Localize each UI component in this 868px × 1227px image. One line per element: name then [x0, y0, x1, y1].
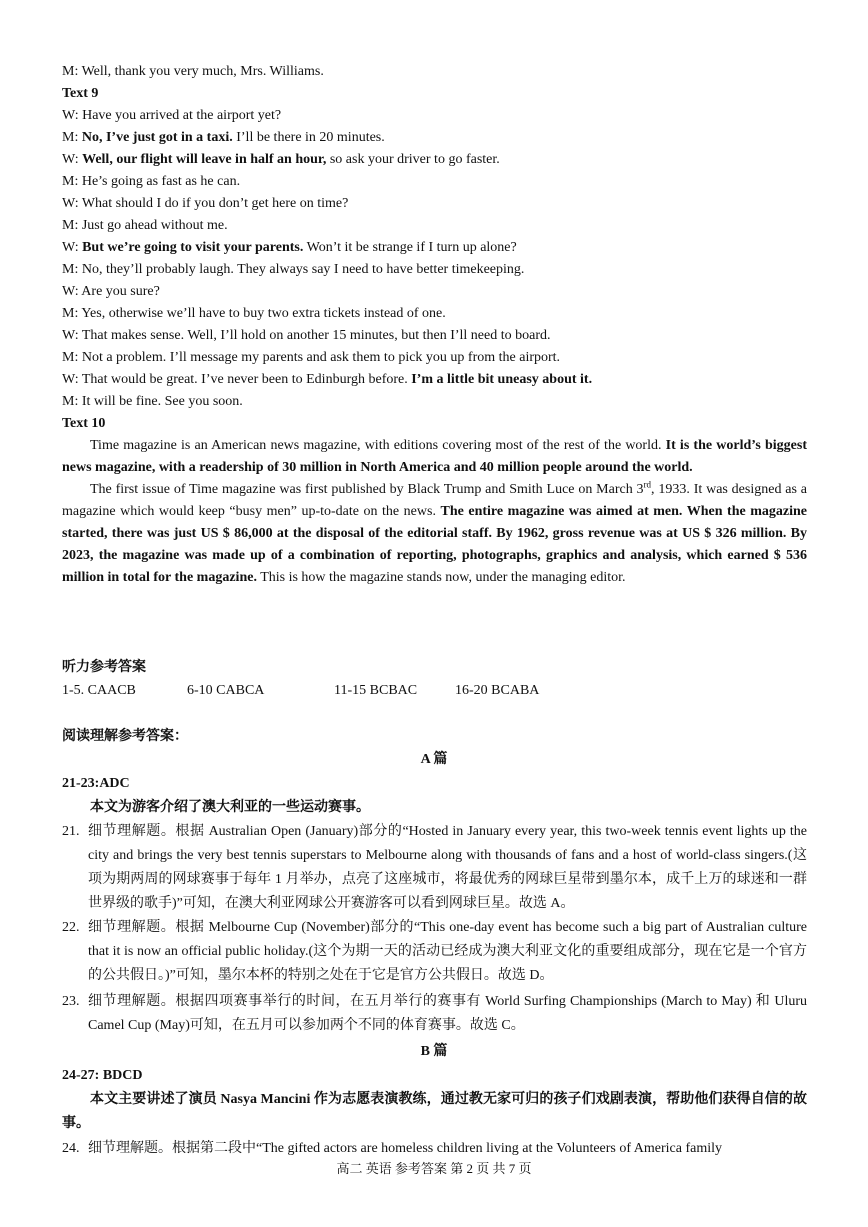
section-b-summary: 本文主要讲述了演员 Nasya Mancini 作为志愿表演教练，通过教无家可归的孩子们戏剧表演，帮助他们获得自信的故事。 [62, 1092, 807, 1131]
question-number: 24. [62, 1141, 80, 1156]
dialogue-line: M: He’s going as fast as he can. [62, 174, 241, 189]
question-number: 22. [62, 920, 80, 935]
explanation-text: 细节理解题。根据四项赛事举行的时间，在五月举行的赛事有 World Surfing Championships (March to May) 和 Uluru Camel Cup (May)可知，在五月可以参加两个不同的体育赛事。故选 C。 [88, 994, 807, 1033]
section-b-title: B 篇 [420, 1044, 448, 1059]
dialogue-line: M: Just go ahead without me. [62, 218, 228, 233]
listening-answer: 16-20 BCABA [455, 683, 540, 698]
reading-answers-heading: 阅读理解参考答案： [62, 729, 188, 744]
listening-answers-heading: 听力参考答案 [62, 660, 146, 675]
explanation-text: 细节理解题。根据第二段中“The gifted actors are homeless children living at the Volunteers of America family [88, 1141, 722, 1156]
answer-explanation [62, 990, 807, 1038]
question-number: 21. [62, 824, 80, 839]
text10-paragraph-1: Time magazine is an American news magazine, with editions covering most of the rest of the world. It is the world’s biggest news magazine, with a readership of 30 million in North America and 40 million people around the world. [62, 438, 808, 475]
page-footer: 高二 英语 参考答案 第 2 页 共 7 页 [336, 1161, 532, 1176]
listening-answer: 6-10 CABCA [187, 683, 265, 698]
dialogue-line: W: That would be great. I’ve never been to Edinburgh before. I’m a little bit uneasy about it. [62, 372, 593, 387]
dialogue-line: W: Well, our flight will leave in half an hour, so ask your driver to go faster. [62, 152, 500, 167]
dialogue-line: M: No, I’ve just got in a taxi. I’ll be there in 20 minutes. [62, 130, 385, 145]
section-a-title: A 篇 [420, 752, 448, 767]
question-number: 23. [62, 994, 80, 1009]
answer-explanation [62, 820, 807, 916]
answer-explanation [62, 1137, 807, 1161]
dialogue-line: W: What should I do if you don’t get here on time? [62, 196, 349, 211]
answer-explanation [62, 916, 807, 988]
dialogue-line: W: But we’re going to visit your parents. Won’t it be strange if I turn up alone? [62, 240, 517, 255]
text9-heading: Text 9 [62, 86, 99, 101]
section-a-range: 21-23:ADC [62, 776, 130, 791]
dialogue-line: W: Are you sure? [62, 284, 160, 299]
explanation-text: 细节理解题。根据 Australian Open (January)部分的“Hosted in January every year, this two-week tennis event lights up the city and brings the very best tennis superstars to Melbourne along with thousands of fans and a host of world-class singers.(这项为期两周的网球赛事于每年 1 月举办，点亮了这座城市，将最优秀的网球巨星带到墨尔本，成千上万的球迷和一群世界级的歌手)”可知，在澳大利亚网球公开赛游客可以看到网球巨星。故选 A。 [88, 824, 807, 911]
dialogue-line: M: Not a problem. I’ll message my parents and ask them to pick you up from the airport. [62, 350, 561, 365]
dialogue-line: M: Yes, otherwise we’ll have to buy two extra tickets instead of one. [62, 306, 446, 321]
text10-heading: Text 10 [62, 416, 106, 431]
section-a-summary: 本文为游客介绍了澳大利亚的一些运动赛事。 [90, 800, 370, 815]
dialogue-line: W: Have you arrived at the airport yet? [62, 108, 282, 123]
dialogue-line: M: It will be fine. See you soon. [62, 394, 243, 409]
section-b-range: 24-27: BDCD [62, 1068, 143, 1083]
listening-answer: 11-15 BCBAC [334, 683, 418, 698]
text10-paragraph-2: The first issue of Time magazine was first published by Black Trump and Smith Luce on March 3rd, 1933. It was designed as a magazine which would keep “busy men” up-to-date on the news. The entire magazine was aimed at men. When the magazine started, there was just US $ 86,000 at the disposal of the editorial staff. By 1962, gross revenue was at US $ 326 million. By 2023, the magazine was made up of a combination of reporting, photographs, graphics and analysis, which earned $ 536 million in total for the magazine. This is how the magazine stands now, under the managing editor. [62, 479, 807, 585]
text10-passage [62, 435, 807, 589]
listening-answer: 1-5. CAACB [62, 683, 136, 698]
explanation-text: 细节理解题。根据 Melbourne Cup (November)部分的“This one-day event has become such a big part of Australian culture that it is now an official public holiday.(这个为期一天的活动已经成为澳大利亚文化的重要组成部分，现在它是一个官方的公共假日。)”可知，墨尔本杯的特别之处在于它是官方公共假日。故选 D。 [88, 920, 807, 983]
dialogue-line: M: Well, thank you very much, Mrs. Williams. [62, 64, 324, 79]
dialogue-line: M: No, they’ll probably laugh. They always say I need to have better timekeeping. [62, 262, 525, 277]
dialogue-line: W: That makes sense. Well, I’ll hold on another 15 minutes, but then I’ll need to board. [62, 328, 551, 343]
